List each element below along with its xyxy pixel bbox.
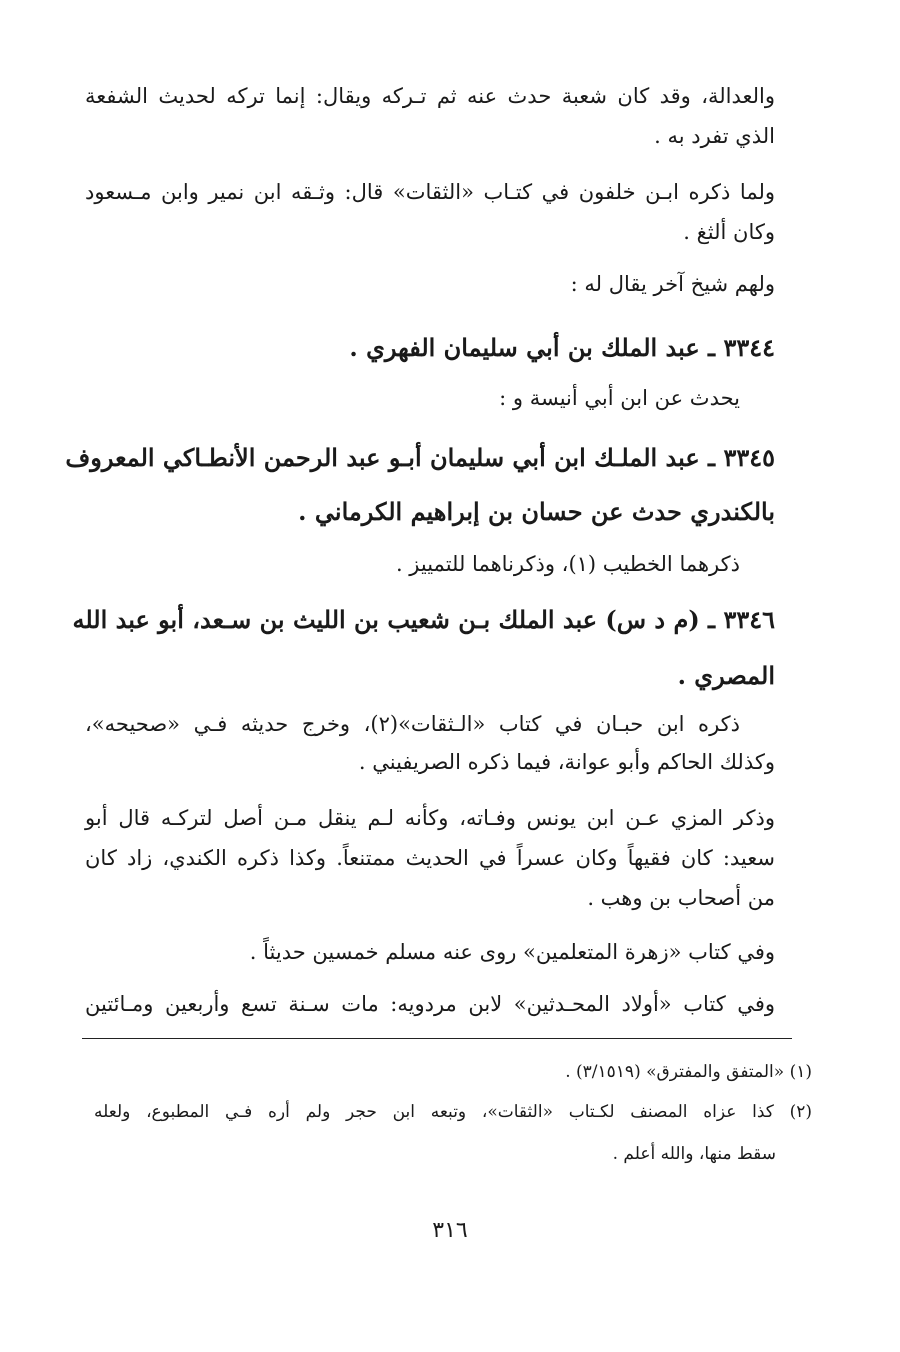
entry-3345-text: ذكرهما الخطيب (١)، وذكرناهما للتمييز .: [395, 552, 740, 576]
entry-3346-heading-line-2: المصري .: [677, 661, 775, 690]
footnote-2-line-1: (٢) كذا عزاه المصنف لكـتاب «الثقات»، وتبعه ابن حجر ولم أره فـي المطبوع، ولعله: [94, 1102, 812, 1122]
entry-3344-text: يحدث عن ابن أبي أنيسة و :: [499, 386, 740, 410]
entry-3345-heading-line-2: بالكندري حدث عن حسان بن إبراهيم الكرماني .: [298, 497, 775, 526]
entry-3344-heading: ٣٣٤٤ ـ عبد الملك بن أبي سليمان الفهري .: [349, 333, 775, 362]
paragraph-1-line-2: الذي تفرد به .: [654, 124, 775, 148]
entry-3346-paragraph-1-line-1: ذكره ابن حبـان في كتاب «الـثقات»(٢)، وخرج حديثه فـي «صحيحه»،: [85, 712, 741, 736]
entry-3346-paragraph-4-line-1: وفي كتاب «أولاد المحـدثين» لابن مردويه: مات سـنة تسع وأربعين ومـائتين: [85, 992, 775, 1016]
entry-3346-heading-line-1: ٣٣٤٦ ـ (م د س) عبد الملك بـن شعيب بن الليث بن سـعد، أبو عبد الله: [72, 605, 775, 634]
entry-3346-paragraph-2-line-3: من أصحاب بن وهب .: [587, 886, 775, 910]
entry-3345-heading-line-1: ٣٣٤٥ ـ عبد الملـك ابن أبي سليمان أبـو عبد الرحمن الأنطـاكي المعروف: [65, 443, 775, 472]
paragraph-3-line-1: ولهم شيخ آخر يقال له :: [570, 272, 775, 296]
page-number: ٣١٦: [432, 1218, 468, 1243]
footnote-1: (١) «المتفق والمفترق» (٣/١٥١٩) .: [565, 1062, 812, 1082]
entry-3346-paragraph-3-line-1: وفي كتاب «زهرة المتعلمين» روى عنه مسلم خمسين حديثاً .: [249, 940, 775, 964]
paragraph-2-line-2: وكان ألثغ .: [683, 220, 775, 244]
paragraph-1-line-1: والعدالة، وقد كان شعبة حدث عنه ثم تـركه ويقال: إنما تركه لحديث الشفعة: [85, 84, 775, 108]
footnote-divider: [82, 1038, 792, 1039]
entry-3346-paragraph-1-line-2: وكذلك الحاكم وأبو عوانة، فيما ذكره الصريفيني .: [358, 750, 775, 774]
entry-3346-paragraph-2-line-2: سعيد: كان فقيهاً وكان عسراً في الحديث ممتنعاً. وكذا ذكره الكندي، زاد كان: [85, 846, 775, 870]
entry-3346-paragraph-2-line-1: وذكر المزي عـن ابن يونس وفـاته، وكأنه لـم ينقل مـن أصل لتركـه قال أبو: [85, 806, 775, 830]
paragraph-2-line-1: ولما ذكره ابـن خلفون في كتـاب «الثقات» قال: وثـقه ابن نمير وابن مـسعود: [85, 180, 775, 204]
footnote-2-line-2: سقط منها، والله أعلم .: [612, 1144, 776, 1164]
